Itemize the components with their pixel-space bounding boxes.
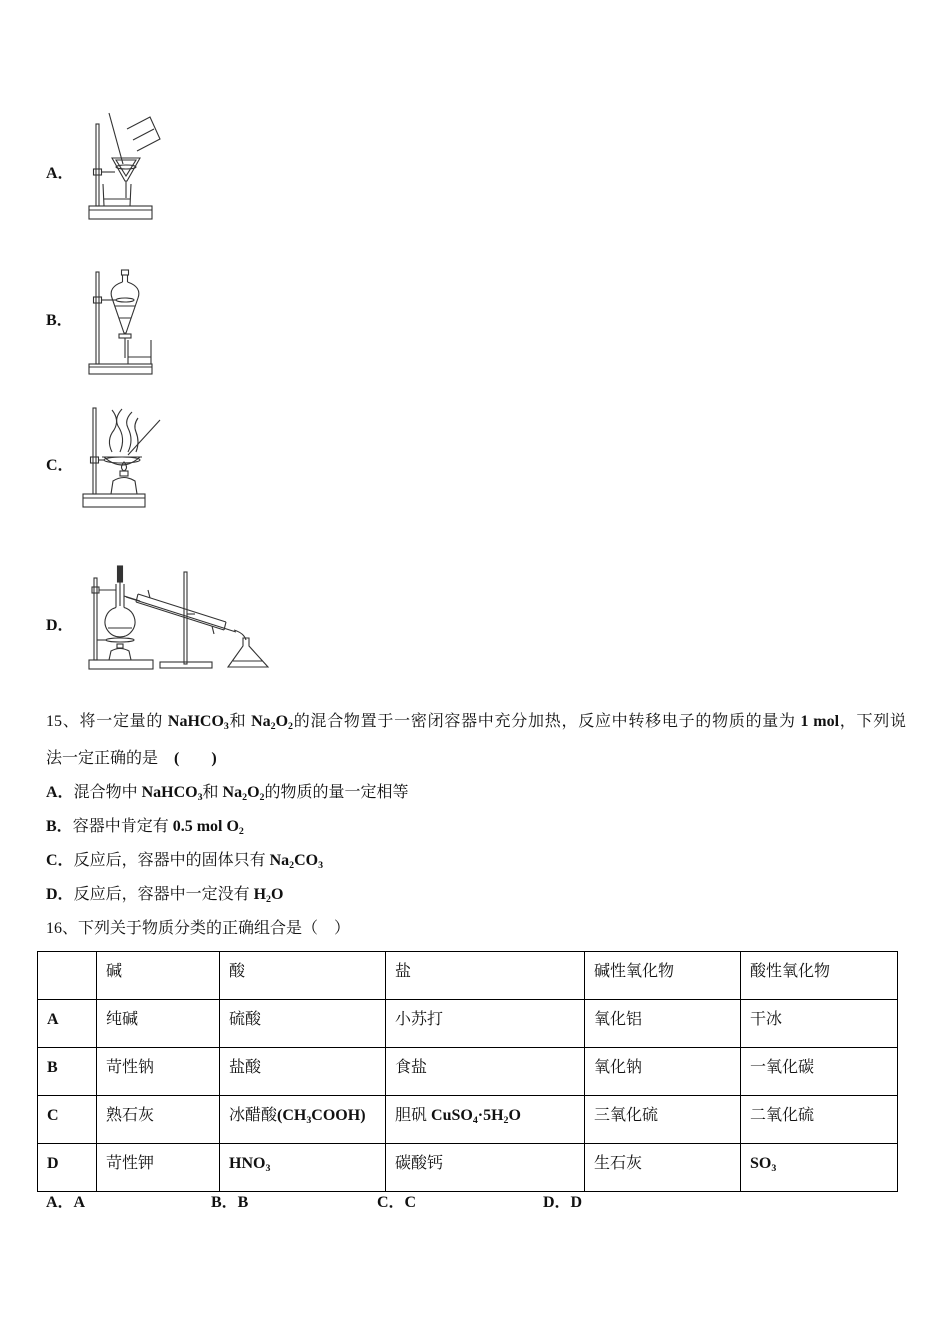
q15-stem-line2 bbox=[46, 749, 217, 769]
row-d-acid bbox=[220, 1144, 386, 1192]
row-b-label: B bbox=[38, 1048, 97, 1096]
text-run: 硫酸 bbox=[229, 1011, 262, 1028]
receiving-beaker bbox=[103, 184, 131, 206]
bold-run: Na bbox=[222, 784, 243, 801]
text-run: 熟石灰 bbox=[106, 1107, 155, 1124]
row-b-basic-oxide bbox=[585, 1048, 741, 1096]
bold-run: O bbox=[275, 713, 289, 730]
q16-answer-c: C．C bbox=[377, 1194, 417, 1211]
thermometer bbox=[118, 566, 123, 606]
subscript: 2 bbox=[238, 825, 244, 837]
table-row-d bbox=[38, 1144, 898, 1192]
text-run: 的物质的量一定相等 bbox=[264, 784, 409, 801]
text-run: 反应后，容器中的固体只有 bbox=[73, 852, 270, 869]
stand-rod bbox=[96, 124, 99, 206]
bold-run: O bbox=[508, 1107, 521, 1124]
bold-run: B． bbox=[46, 818, 73, 835]
subscript: 2 bbox=[259, 791, 265, 803]
glass-rod bbox=[128, 420, 160, 455]
subscript: 3 bbox=[265, 1162, 271, 1174]
row-d-basic-oxide bbox=[585, 1144, 741, 1192]
table-row-c bbox=[38, 1096, 898, 1144]
subscript: 3 bbox=[223, 720, 229, 732]
row-c-base bbox=[97, 1096, 220, 1144]
subscript: 2 bbox=[242, 791, 248, 803]
evaporation-apparatus-figure bbox=[78, 402, 164, 514]
text-run: 氧化铝 bbox=[594, 1011, 643, 1028]
bold-run: (CH bbox=[277, 1107, 307, 1124]
bold-run: O bbox=[270, 886, 284, 903]
bold-run: H bbox=[253, 886, 267, 903]
right-stand bbox=[160, 572, 212, 668]
subscript: 3 bbox=[306, 1114, 312, 1126]
bold-run: CO bbox=[294, 852, 319, 869]
alcohol-lamp bbox=[111, 462, 137, 494]
funnel bbox=[112, 158, 140, 198]
stand-rod bbox=[93, 408, 96, 494]
text-run: 三氧化硫 bbox=[594, 1107, 659, 1124]
bold-run: Na bbox=[269, 852, 290, 869]
stand-base bbox=[89, 364, 152, 374]
pouring-beaker bbox=[127, 117, 160, 151]
filtration-apparatus-figure bbox=[84, 108, 164, 226]
bold-run: CuSO bbox=[431, 1107, 473, 1124]
row-b-acid bbox=[220, 1048, 386, 1096]
row-a-basic-oxide bbox=[585, 1000, 741, 1048]
bold-run: C． bbox=[46, 852, 74, 869]
bold-run: 1 mol bbox=[800, 713, 840, 730]
text-run: 法一定正确的是 bbox=[46, 750, 175, 767]
figure-option-d-label: D． bbox=[46, 617, 74, 634]
table-row-b bbox=[38, 1048, 898, 1096]
header-acid: 酸 bbox=[220, 952, 386, 1000]
q16-answer-b: B．B bbox=[211, 1194, 249, 1211]
q15-option-c bbox=[46, 851, 323, 871]
row-d-base bbox=[97, 1144, 220, 1192]
subscript: 2 bbox=[289, 859, 295, 871]
row-d-salt bbox=[386, 1144, 585, 1192]
bold-run: COOH) bbox=[311, 1107, 366, 1124]
row-c-basic-oxide bbox=[585, 1096, 741, 1144]
bold-run: D． bbox=[46, 886, 74, 903]
row-a-salt bbox=[386, 1000, 585, 1048]
q15-option-b bbox=[46, 817, 244, 837]
text-run: 混合物中 bbox=[73, 784, 142, 801]
conical-flask bbox=[228, 638, 268, 667]
text-run: 小苏打 bbox=[395, 1011, 444, 1028]
steam bbox=[109, 409, 138, 452]
row-b-base bbox=[97, 1048, 220, 1096]
subscript: 2 bbox=[270, 720, 276, 732]
header-basic-oxide: 碱性氧化物 bbox=[585, 952, 741, 1000]
text-run: 和 bbox=[228, 713, 252, 730]
figure-option-c-label: C． bbox=[46, 457, 74, 474]
bold-run: NaHCO bbox=[141, 784, 198, 801]
stand-base bbox=[89, 206, 152, 219]
text-run: 15、将一定量的 bbox=[46, 713, 168, 730]
text-run: 反应后，容器中一定没有 bbox=[73, 886, 254, 903]
glass-rod bbox=[109, 113, 123, 164]
q16-stem: 16、下列关于物质分类的正确组合是（ ） bbox=[46, 920, 351, 937]
subscript: 4 bbox=[472, 1114, 478, 1126]
row-d-acidic-oxide bbox=[741, 1144, 898, 1192]
receiving-beaker bbox=[128, 340, 151, 364]
text-run: 食盐 bbox=[395, 1059, 428, 1076]
figure-option-b-label: B． bbox=[46, 312, 73, 329]
left-stand bbox=[89, 578, 153, 669]
text-run: 容器中肯定有 bbox=[72, 818, 173, 835]
text-run: ，下列说 bbox=[839, 713, 906, 730]
row-a-acidic-oxide bbox=[741, 1000, 898, 1048]
subscript: 2 bbox=[503, 1114, 509, 1126]
subscript: 3 bbox=[197, 791, 203, 803]
bold-run: O bbox=[247, 784, 260, 801]
alcohol-lamp bbox=[109, 644, 131, 660]
table-row-a bbox=[38, 1000, 898, 1048]
wire-gauze-ring bbox=[97, 638, 134, 642]
text-run: 的混合物置于一密闭容器中充分加热，反应中转移电子的物质的量为 bbox=[292, 713, 801, 730]
bold-run: Na bbox=[251, 713, 271, 730]
text-run: 生石灰 bbox=[594, 1155, 643, 1172]
bold-run: ·5H bbox=[477, 1107, 504, 1124]
row-a-label: A bbox=[38, 1000, 97, 1048]
q15-stem-line1 bbox=[46, 712, 906, 732]
separatory-funnel bbox=[111, 270, 139, 358]
table-header-row bbox=[38, 952, 898, 1000]
row-d-label: D bbox=[38, 1144, 97, 1192]
text-run: 苛性钠 bbox=[106, 1059, 155, 1076]
text-run: 氧化钠 bbox=[594, 1059, 643, 1076]
subscript: 2 bbox=[266, 893, 271, 905]
header-base: 碱 bbox=[97, 952, 220, 1000]
row-b-acidic-oxide bbox=[741, 1048, 898, 1096]
distillation-flask bbox=[105, 584, 140, 637]
separatory-funnel-figure bbox=[84, 266, 160, 380]
row-c-acidic-oxide bbox=[741, 1096, 898, 1144]
q16-answer-d: D．D bbox=[543, 1194, 583, 1211]
text-run: 一氧化碳 bbox=[750, 1059, 815, 1076]
text-run: 和 bbox=[202, 784, 223, 801]
classification-table bbox=[37, 951, 898, 1192]
bold-run: NaHCO bbox=[167, 713, 224, 730]
condenser bbox=[126, 590, 236, 634]
bold-run: SO bbox=[750, 1155, 772, 1172]
header-salt: 盐 bbox=[386, 952, 585, 1000]
text-run: 冰醋酸 bbox=[229, 1107, 278, 1124]
stand-rod bbox=[96, 272, 99, 364]
header-acidic-oxide: 酸性氧化物 bbox=[741, 952, 898, 1000]
bold-run: ( ) bbox=[174, 750, 217, 767]
bold-run: A． bbox=[46, 784, 74, 801]
row-c-label: C bbox=[38, 1096, 97, 1144]
subscript: 3 bbox=[771, 1162, 777, 1174]
text-run: 纯碱 bbox=[106, 1011, 139, 1028]
text-run: 胆矾 bbox=[395, 1107, 432, 1124]
row-c-salt bbox=[386, 1096, 585, 1144]
row-c-acid bbox=[220, 1096, 386, 1144]
row-a-base bbox=[97, 1000, 220, 1048]
text-run: 盐酸 bbox=[229, 1059, 262, 1076]
bold-run: HNO bbox=[229, 1155, 266, 1172]
text-run: 干冰 bbox=[750, 1011, 783, 1028]
row-b-salt bbox=[386, 1048, 585, 1096]
q15-option-a bbox=[46, 783, 408, 803]
text-run: 二氧化硫 bbox=[750, 1107, 815, 1124]
text-run: 苛性钾 bbox=[106, 1155, 155, 1172]
row-a-acid bbox=[220, 1000, 386, 1048]
header-corner bbox=[38, 952, 97, 1000]
stand-base bbox=[83, 494, 145, 507]
q16-answer-a: A．A bbox=[46, 1194, 86, 1211]
subscript: 3 bbox=[318, 859, 324, 871]
q15-option-d bbox=[46, 885, 283, 905]
text-run: 碳酸钙 bbox=[395, 1155, 444, 1172]
bold-run: 0.5 mol O bbox=[172, 818, 239, 835]
distillation-apparatus-figure bbox=[84, 560, 272, 672]
subscript: 2 bbox=[288, 720, 293, 732]
figure-option-a-label: A． bbox=[46, 165, 74, 182]
